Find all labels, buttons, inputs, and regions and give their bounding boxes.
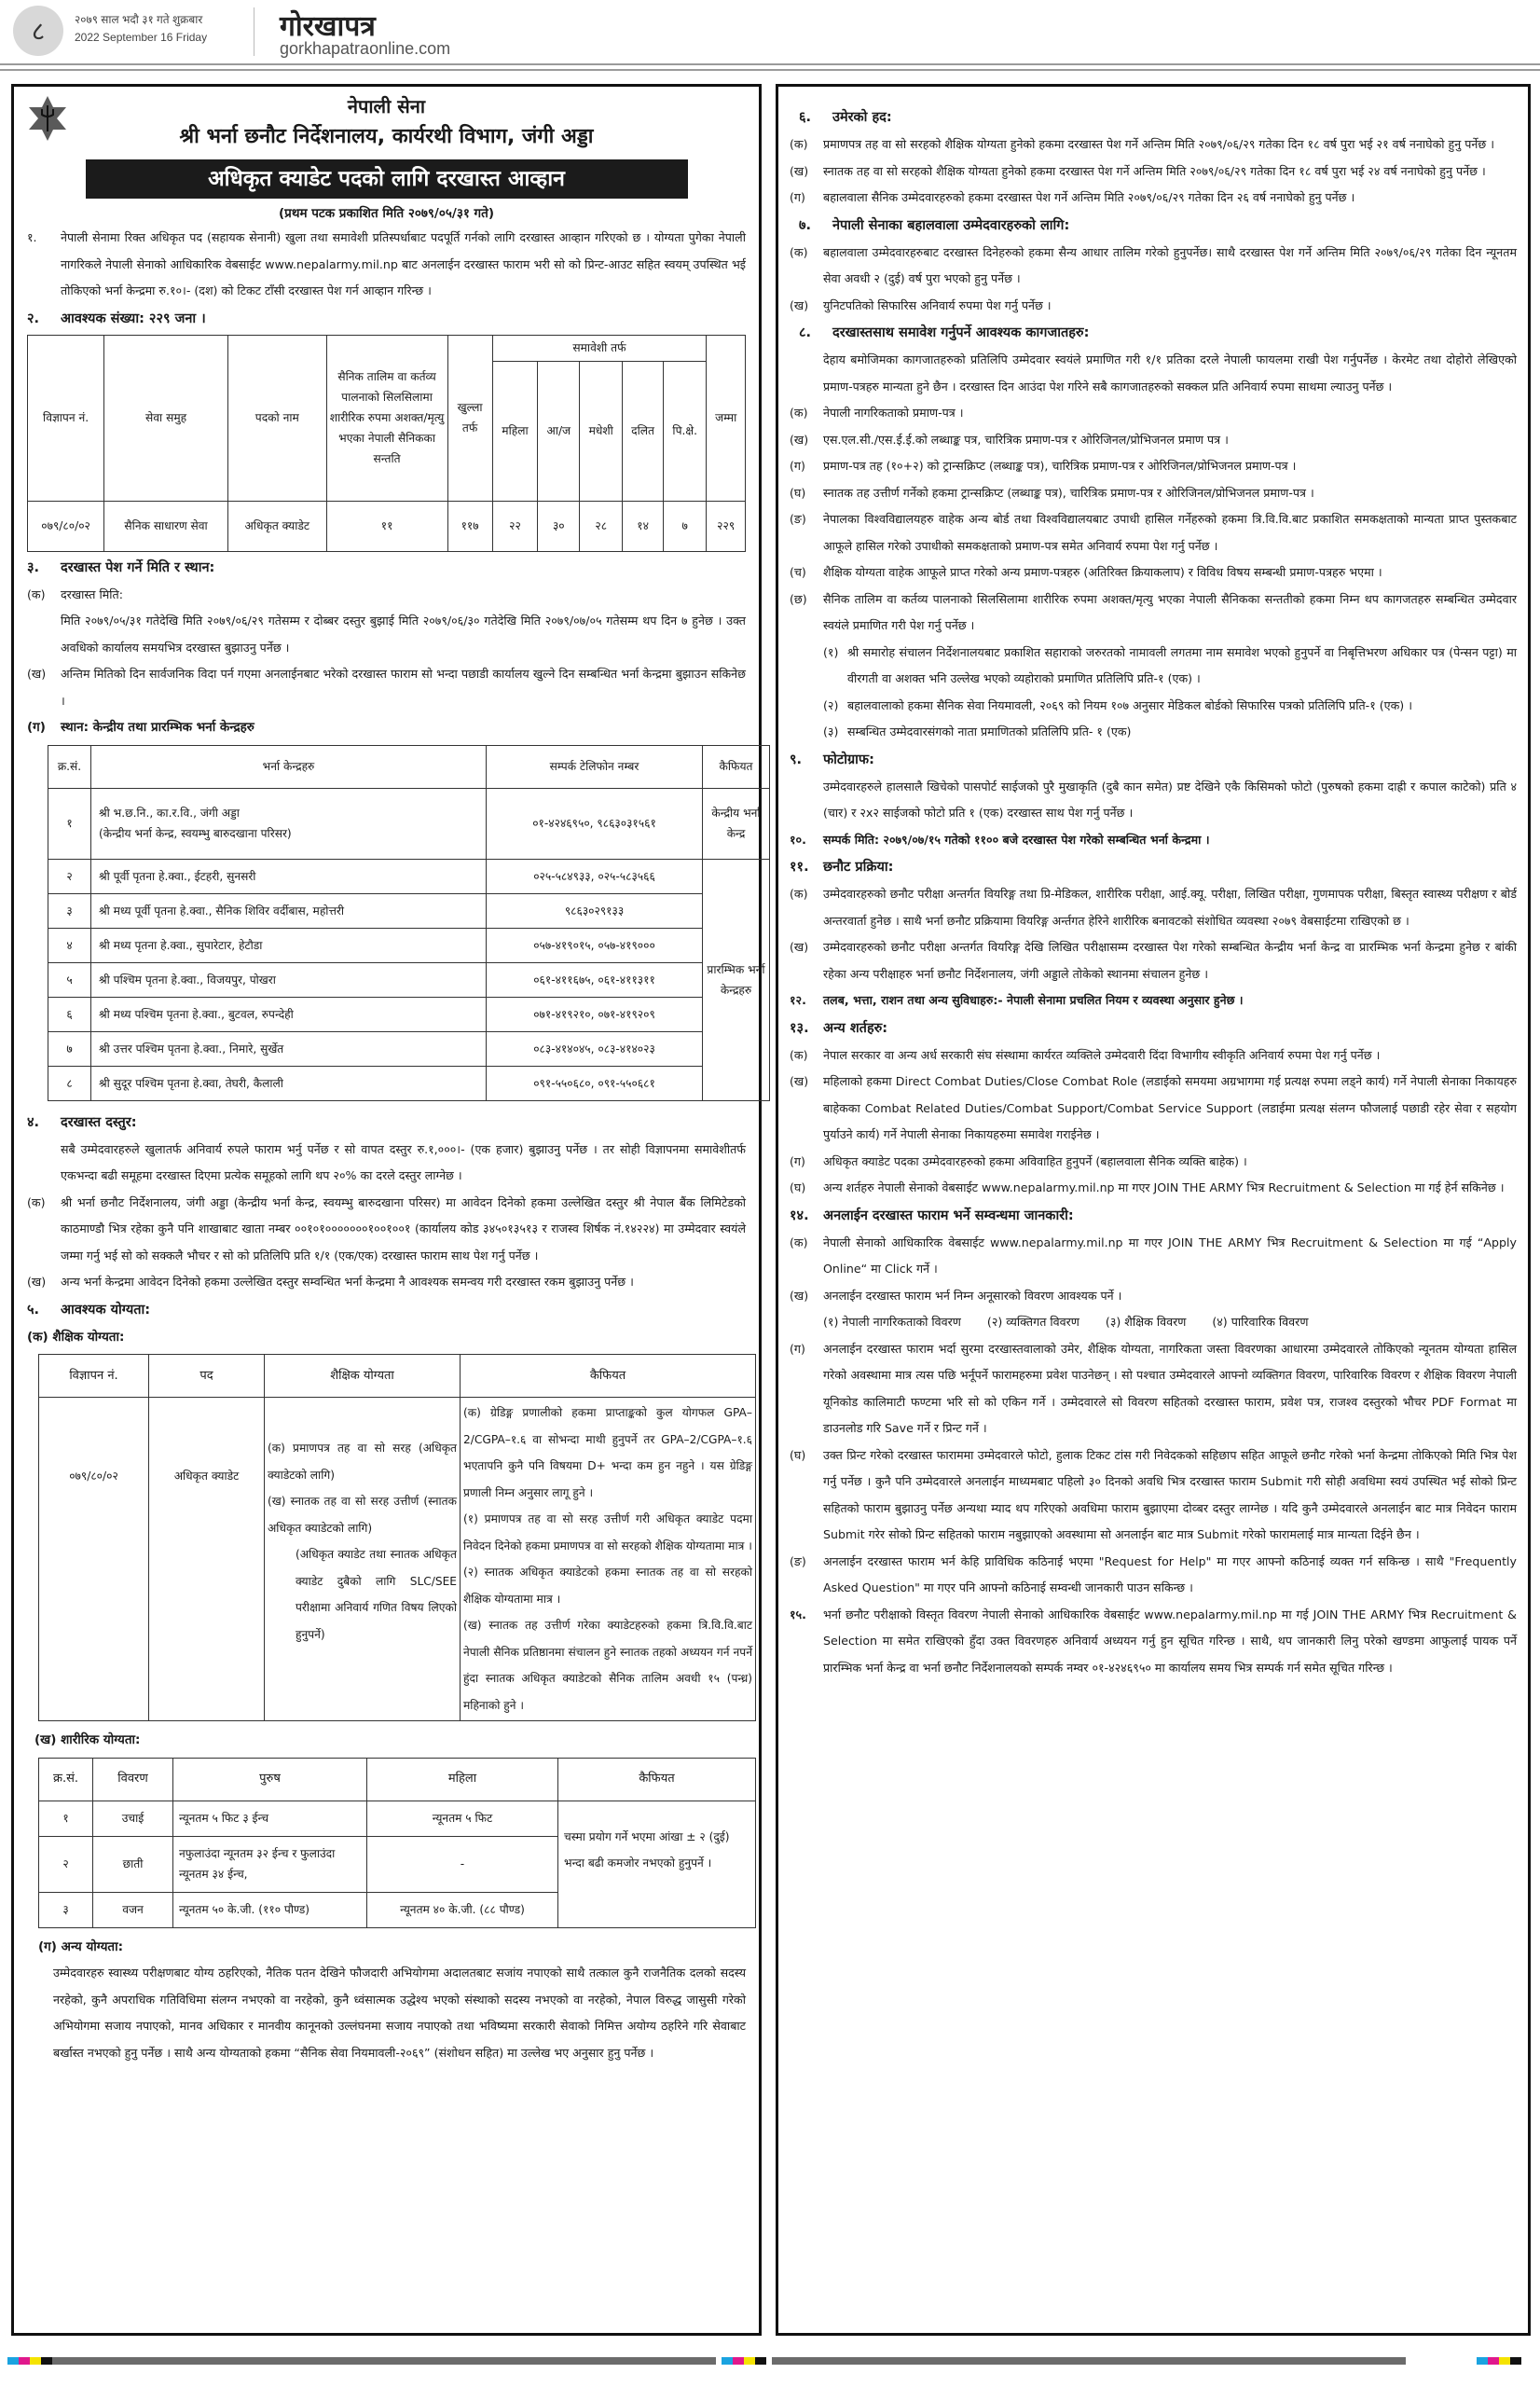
table-row: ४ श्री मध्य पृतना हे.क्वा., सुपारेटार, हेटौडा ०५७-४१९०१५, ०५७-४१९००० — [48, 928, 770, 962]
col-service-group: सेवा समुह — [104, 335, 228, 501]
notice-column-left — [11, 84, 765, 2336]
section-2-heading: २. आवश्यक संख्या: २२९ जना । — [27, 310, 206, 326]
table-row: १ उचाई न्यूनतम ५ फिट ३ ईन्च न्यूनतम ५ फिट चस्मा प्रयोग गर्ने भएमा आंखा ± २ (दुई) भन्दा बढी कमजोर नभएको हुनुपर्ने । — [39, 1801, 756, 1836]
col-center: भर्ना केन्द्रहरु — [91, 745, 487, 788]
list-item: (घ) उक्त प्रिन्ट गरेको दरखास्त फाराममा उम्मेदवारले फोटो, हुलाक टिकट टांस गरी निवेदकको सहिछाप सहित आफूले छनौट गरेको भर्ना केन्द्रमा तोकिएको मिति भित्र पेश गर्नु पर्नेछ । कुनै पनि उम्मेदवारले अनलाईन माध्यमबाट पहिलो ३० दिनको अवधि भित्र दरखास्त फाराम Submit गरी सोही अवधिमा स्वयं उपस्थित भई सोको प्रिन्ट सहितको फाराम बुझाउनु पर्नेछ अन्यथा म्याद थप गरिएको अवधिमा फाराम बुझाएमा दोव्बर दस्तुर लाग्नेछ । यदि कुनै उम्मेदवारले अनलाईन बाट मात्र निवेदन फाराम Submit गरेर सोको प्रिन्ट सहितको फाराम नबुझाएको अवस्थामा सो अनलाईन बाट मात्र Submit गरेको फारामलाई मात्र मान्यता दिईने छैन । — [790, 1447, 1517, 1541]
list-item: (क) नेपाली नागरिकताको प्रमाण-पत्र । — [790, 406, 964, 420]
section-13-heading: १३. अन्य शर्तहरु: — [790, 1020, 888, 1036]
physical-table: क्र.सं. विवरण पुरुष महिला कैफियत १ उचाई न्यूनतम ५ फिट ३ ईन्च न्यूनतम ५ फिट चस्मा प्रयोग गर्ने भएमा आंखा ± २ (दुई) भन्दा बढी कमजोर नभएको हुनुपर्ने । २ छाती नफुलाउंदा न्यूनतम ३२ ईन्च र फुलाउंदा न्यूनतम ३४ ईन्च, - ३ वजन न्यूनतम ५० के.जी. (११० पौण्ड) न्यूनतम ४० के.जी. (८८ पौण्ड) — [38, 1758, 756, 1928]
other-qualification-heading: (ग) अन्य योग्यता: — [38, 1939, 124, 1954]
application-dates: मिति २०७९/०५/३१ गतेदेखि मिति २०७९/०६/२९ गतेसम्म र दोब्बर दस्तुर बुझाई मिति २०७९/०६/३० गतेदेखि मिति २०७९/०७/०५ गतेसम्म थप दिन ७ हुनेछ । उक्त अवधिको कार्यालय समयभित्र दरखास्त बुझाउनु पर्नेछ । — [61, 614, 746, 655]
col-janajati: आ/ज — [538, 361, 580, 501]
newspaper-name: गोरखापत्र — [280, 10, 376, 43]
section-4-kha: (ख) अन्य भर्ना केन्द्रमा आवेदन दिनेको हकमा उल्लेखित दस्तुर सम्वन्धित भर्ना केन्द्रमा नै आवश्यक समन्वय गरी दरखास्त रकम बुझाउनु पर्नेछ । — [27, 1275, 634, 1289]
magenta-swatch — [19, 2357, 30, 2365]
section-4-ka: (क) श्री भर्ना छनौट निर्देशनालय, जंगी अड्डा (केन्द्रीय भर्ना केन्द्र, स्वयम्भु बारुदखाना परिसर) मा आवेदन दिनेको हकमा उल्लेखित दस्तुर श्री नेपाल बैंक लिमिटेडको काठमाण्डौ भित्र रहेका कुनै पनि शाखाबाट खाता नम्बर ००१०१०००००००१००१००१ (कार्यालय कोड ३४५०१३५१३ र राजस्व शिर्षक नं.१४२२४) मा उम्मेदवार स्वयंले जम्मा गर्नु भई सो को सक्कलै भौचर र सो को प्रतिलिपि प्रति १/१ (एक/एक) दरखास्त फाराम साथ पेश गर्नु पर्नेछ । — [27, 1194, 746, 1262]
section-1: १. नेपाली सेनामा रिक्त अधिकृत पद (सहायक सेनानी) खुला तथा समावेशी प्रतिस्पर्धाबाट पदपूर्ति गर्नको लागि दरखास्त आव्हान गरिएको छ । योग्यता पुगेका नेपाली नागरिकले नेपाली सेनाको आधिकारिक वेबसाईट www.nepalarmy.mil.np बाट अनलाईन दरखास्त फाराम भरी सो को प्रिन्ट-आउट सहित स्वयम् उपस्थित भई तोकिएको भर्ना केन्द्रमा रु.१०।- (दश) को टिकट टाँसी दरखास्त पेश गर्न आव्हान गरिन्छ । — [27, 230, 746, 297]
directorate-name: श्री भर्ना छनौट निर्देशनालय, कार्यरथी विभाग, जंगी अड्डा — [179, 125, 594, 148]
list-item: (ख) युनिटपतिको सिफारिस अनिवार्य रुपमा पेश गर्नु पर्नेछ । — [790, 297, 1052, 312]
section-5-heading: ५. आवश्यक योग्यता: — [27, 1302, 151, 1318]
list-item: (ङ) अनलाईन दरखास्त फाराम भर्न केहि प्राविधिक कठिनाई भएमा "Request for Help" मा गएर आफ्नो कठिनाई व्यक्त गर्न सकिन्छ । साथै "Frequently Asked Question" मा गएर पनि आफ्नो कठिनाई सम्वन्धी जानकारी पाउन सकिन्छ । — [790, 1553, 1517, 1594]
education-heading: (क) शैक्षिक योग्यता: — [27, 1329, 125, 1345]
col-remarks: कैफियत — [703, 745, 770, 788]
table-row: ६ श्री मध्य पश्चिम पृतना हे.क्वा., बुटवल, रुपन्देही ०७१-४१९२१०, ०७१-४१९२०९ — [48, 997, 770, 1031]
list-item: (घ) स्नातक तह उत्तीर्ण गर्नेको हकमा ट्रान्सक्रिप्ट (लब्धाङ्क पत्र), चारित्रिक प्रमाण-पत्र र ओरिजिनल/प्रोभिजनल प्रमाण-पत्र । — [790, 485, 1314, 500]
masthead-rule — [0, 63, 1540, 65]
education-table: विज्ञापन नं. पद शैक्षिक योग्यता कैफियत ०७९/८०/०२ अधिकृत क्याडेट (क) प्रमाणपत्र तह वा सो सरह (अधिकृत क्याडेटको लागि) (ख) स्नातक तह वा सो सरह उत्तीर्ण (स्नातक अधिकृत क्याडेटको लागि) (अधिकृत क्याडेट तथा स्नातक अधिकृत क्याडेट दुबैको लागि SLC/SEE परीक्षामा अनिवार्य गणित विषय लिएको हुनुपर्ने) (क) ग्रेडिङ्ग प्रणालीको हकमा प्राप्ताङ्कको कुल योगफल GPA–2/CGPA–१.६ वा सोभन्दा माथी हुनुपर्ने तर GPA–2/CGPA–१.६ भएतापनि कुनै पनि विषयमा D+ भन्दा कम हुन नहुने । यस ग्रेडिङ्ग प्रणाली निम्न अनुसार लागू हुने । (१) प्रमाणपत्र तह वा सो सरह उत्तीर्ण गरी अधिकृत क्याडेट पदमा निवेदन दिनेको हकमा प्रमाणपत्र वा सो सरहको शैक्षिक योग्यतामा मात्र । (२) स्नातक अधिकृत क्याडेटको हकमा स्नातक तह वा सो सरहको शैक्षिक योग्यतामा मात्र । (ख) स्नातक तह उत्तीर्ण गरेका क्याडेटहरुको हकमा त्रि.वि.वि.बाट नेपाली सैनिक प्रतिष्ठानमा संचालन हुने स्नातक तहको अध्ययन गर्न नपर्ने हुंदा स्नातक अधिकृत क्याडेटको सैनिक तालिम अवधी १५ (पन्ध्र) महिनाको हुने । — [38, 1354, 756, 1721]
section-3-kha: (ख) अन्तिम मितिको दिन सार्वजनिक विदा पर्न गएमा अनलाईनबाट भरेको दरखास्त फाराम सो भन्दा पछाडी कार्यालय खुल्ने दिन सम्बन्धित भर्ना केन्द्रमा बुझाउन सकिनेछ । — [27, 667, 746, 708]
table-row: ०७९/८०/०२ सैनिक साधारण सेवा अधिकृत क्याडेट ११ ११७ २२ ३० २८ १४ ७ २२९ — [28, 501, 746, 551]
col-adv-no: विज्ञापन नं. — [28, 335, 104, 501]
list-item: (ख) एस.एल.सी./एस.ई.ई.को लब्धाङ्क पत्र, चारित्रिक प्रमाण-पत्र र ओरिजिनल/प्रोभिजनल प्रमाण पत्र । — [790, 432, 1229, 447]
section-6-heading: ६. उमेरको हद: — [799, 110, 892, 125]
table-row: ०७९/८०/०२ अधिकृत क्याडेट (क) प्रमाणपत्र तह वा सो सरह (अधिकृत क्याडेटको लागि) (ख) स्नातक तह वा सो सरह उत्तीर्ण (स्नातक अधिकृत क्याडेटको लागि) (अधिकृत क्याडेट तथा स्नातक अधिकृत क्याडेट दुबैको लागि SLC/SEE परीक्षामा अनिवार्य गणित विषय लिएको हुनुपर्ने) (क) ग्रेडिङ्ग प्रणालीको हकमा प्राप्ताङ्कको कुल योगफल GPA–2/CGPA–१.६ वा सोभन्दा माथी हुनुपर्ने तर GPA–2/CGPA–१.६ भएतापनि कुनै पनि विषयमा D+ भन्दा कम हुन नहुने । यस ग्रेडिङ्ग प्रणाली निम्न अनुसार लागू हुने । (१) प्रमाणपत्र तह वा सो सरह उत्तीर्ण गरी अधिकृत क्याडेट पदमा निवेदन दिनेको हकमा प्रमाणपत्र वा सो सरहको शैक्षिक योग्यतामा मात्र । (२) स्नातक अधिकृत क्याडेटको हकमा स्नातक तह वा सो सरहको शैक्षिक योग्यतामा मात्र । (ख) स्नातक तह उत्तीर्ण गरेका क्याडेटहरुको हकमा त्रि.वि.वि.बाट नेपाली सैनिक प्रतिष्ठानमा संचालन हुने स्नातक तहको अध्ययन गर्न नपर्ने हुंदा स्नातक अधिकृत क्याडेटको सैनिक तालिम अवधी १५ (पन्ध्र) महिनाको हुने । — [39, 1398, 756, 1721]
col-dalit: दलित — [623, 361, 664, 501]
section-3-ga: (ग) स्थान: केन्द्रीय तथा प्रारम्भिक भर्ना केन्द्रहरु — [27, 720, 254, 735]
section-7-heading: ७. नेपाली सेनाका बहालवाला उम्मेदवारहरुको लागि: — [799, 217, 1070, 233]
nepal-army-emblem-icon — [29, 96, 66, 141]
list-item: (क) नेपाली सेनाको आधिकारिक वेबसाईट www.nepalarmy.mil.np मा गएर JOIN THE ARMY भित्र Recruitment & Selection मा गई “Apply Online“ मा Click गर्ने । — [790, 1235, 1517, 1276]
org-name: नेपाली सेना — [347, 95, 426, 117]
col-total: जम्मा — [707, 335, 746, 501]
documents-intro: देहाय बमोजिमका कागजातहरुको प्रतिलिपि उम्मेदवार स्वयंले प्रमाणित गरी १/१ प्रतिका दरले नेपाली फायलमा राखी पेश गर्नुपर्नेछ । केरमेट तथा दोहोरो लेखिएको प्रमाण-पत्रहरु मान्यता हुने छैन । दरखास्त दिन आउंदा पेश गरिने सबै कागजातहरुको सक्कल प्रति अनिवार्य रुपमा साथमा ल्याउनु पर्नेछ । — [823, 352, 1517, 393]
date-nepali: २०७९ साल भदौ ३१ गते शुक्रबार — [75, 13, 203, 26]
notice-title-banner: अधिकृत क्याडेट पदको लागि दरखास्त आव्हान — [86, 159, 688, 199]
newspaper-url[interactable]: gorkhapatraonline.com — [280, 39, 451, 58]
other-qualification-text: उम्मेदवारहरु स्वास्थ्य परीक्षणबाट योग्य ठहरिएको, नैतिक पतन देखिने फौजदारी अभियोगमा अदालतबाट सजांय नपाएको साथै तत्काल कुनै राजनैतिक दलको सदस्य नरहेको, कुनै अपराधिक गतिविधिमा संलग्न नभएको वा नरहेको, कुनै ध्वंसात्मक उद्धेश्य भएको संस्थाको सदस्य नभएको वा नरहेको, नेपाल विरुद्ध जासुसी गरेको अभियोगमा सजाय नपाएको, मानव अधिकार र मानवीय कानूनको उल्लंघनमा सजाय नपाएको तथा भविष्यमा सरकारी सेवाको निमित्त अयोग्य ठहरिने गरि सेवाबाट बर्खास्त नभएको हुनु पर्नेछ । साथै अन्य योग्यताको हकमा “सैनिक सेवा नियमावली-२०६९” (संशोधन सहित) मा उल्लेख भए अनुसार हुनु पर्नेछ । — [53, 1966, 747, 2060]
section-3-ka: (क) दरखास्त मिति: — [27, 586, 123, 601]
section-10: १०. सम्पर्क मिति: २०७९/०७/१५ गतेको ११०० बजे दरखास्त पेश गरेको सम्बन्धित भर्ना केन्द्रमा । — [790, 832, 1210, 847]
yellow-swatch — [30, 2357, 41, 2365]
table-row: ५ श्री पश्चिम पृतना हे.क्वा., विजयपुर, पोखरा ०६१-४११६७५, ०६१-४११३११ — [48, 962, 770, 997]
col-post-name: पदको नाम — [227, 335, 326, 501]
section-8-heading: ८. दरखास्तसाथ समावेश गर्नुपर्ने आवश्यक कागजातहरु: — [799, 325, 1090, 340]
table-row: २ श्री पूर्वी पृतना हे.क्वा., ईटहरी, सुनसरी ०२५-५८४९३३, ०२५-५८३५६६ प्रारम्भिक भर्ना केन्द्रहरु — [48, 859, 770, 893]
list-item: (घ) अन्य शर्तहरु नेपाली सेनाको वेबसाईट www.nepalarmy.mil.np मा गएर JOIN THE ARMY भित्र Recruitment & Selection मा गई हेर्न सकिनेछ । — [790, 1180, 1505, 1194]
section-15: १५. भर्ना छनौट परीक्षाको विस्तृत विवरण नेपाली सेनाको आधिकारिक वेबसाईट www.nepalarmy.mil.np मा गई JOIN THE ARMY भित्र Recruitment & Selection मा समेत राखिएको हुँदा उक्त विवरणहरु अनिवार्य अध्ययन गर्नु हुन सूचित गरिन्छ । साथै, थप जानकारी लिनु परेको खण्डमा आफुलाई पायक पर्ने प्रारम्भिक भर्ना केन्द्र वा भर्ना छनौट निर्देशनालयको सम्पर्क नम्वर ०१-४२४६९५० मा कार्यालय समय भित्र सम्पर्क गर्न समेत सूचित गरिन्छ । — [790, 1607, 1518, 1675]
table-row: ३ वजन न्यूनतम ५० के.जी. (११० पौण्ड) न्यूनतम ४० के.जी. (८८ पौण्ड) — [39, 1892, 756, 1927]
list-item: (ग) प्रमाण-पत्र तह (१०+२) को ट्रान्सक्रिप्ट (लब्धाङ्क पत्र), चारित्रिक प्रमाण-पत्र र ओरिजिनल/प्रोभिजनल प्रमाण-पत्र । — [790, 459, 1297, 473]
masthead-rule — [0, 69, 1540, 71]
publication-date — [75, 11, 207, 47]
list-item: (छ) सैनिक तालिम वा कर्तव्य पालनाको सिलसिलामा शारीरिक रुपमा अशक्त/मृत्यु भएका नेपाली सैनिकका सन्ततीको हकमा निम्न थप कागजतहरु सम्बन्धित उम्मेदवार स्वयंले प्रमाणित गरी पेश गर्नु पर्नेछ । — [790, 591, 1517, 632]
col-backward-region: पि.क्षे. — [664, 361, 707, 501]
form-details-list: (१) नेपाली नागरिकताको विवरण (२) व्यक्तिगत विवरण (३) शैक्षिक विवरण (४) पारिवारिक विवरण — [823, 1315, 1309, 1329]
list-item: (ख) महिलाको हकमा Direct Combat Duties/Close Combat Role (लडाईको समयमा अग्रभागमा गई प्रत्यक्ष रुपमा लड्ने कार्य) गर्ने नेपाली सेनाका निकायहरु बाहेकका Combat Related Duties/Combat Support/Combat Service Support (लडाईमा प्रत्यक्ष संलग्न फौजलाई पछाडी रहेर सेवा र सहयोग पुर्याउने कार्य) गर्ने नेपाली सेनाका निकायहरुमा समावेश गराईनेछ । — [790, 1074, 1517, 1141]
section-11-heading: ११. छनौट प्रक्रिया: — [790, 860, 894, 875]
section-12: १२. तलब, भत्ता, राशन तथा अन्य सुविधाहरु:- नेपाली सेनामा प्रचलित नियम र व्यवस्था अनुसार हुनेछ । — [790, 993, 1244, 1007]
table-row: १ श्री भ.छ.नि., का.र.वि., जंगी अड्डा (केन्द्रीय भर्ना केन्द्र, स्वयम्भु बारुदखाना परिसर) ०१-४२४६९५०, ९८६३०३१५६१ केन्द्रीय भर्ना केन्द्र — [48, 788, 770, 859]
table-row: २ छाती नफुलाउंदा न्यूनतम ३२ ईन्च र फुलाउंदा न्यूनतम ३४ ईन्च, - — [39, 1836, 756, 1892]
page-number-badge: ८ — [13, 6, 63, 56]
notice-column-right — [776, 84, 1531, 2336]
cyan-swatch — [7, 2357, 19, 2365]
table-row: ८ श्री सुदूर पश्चिम पृतना हे.क्वा, तेघरी, कैलाली ०९१-५५०६८०, ०९१-५५०६८१ — [48, 1066, 770, 1100]
col-inclusive: समावेशी तर्फ — [492, 335, 707, 361]
col-women: महिला — [492, 361, 538, 501]
sub-list-item: (१) श्री समारोह संचालन निर्देशनालयबाट प्रकाशित सहाराको जरुरतको नामावली लगतमा नाम समावेश भएको हुनुपर्ने वा निबृत्तिभरण अधिकार पत्र (पेन्सन पट्टा) मा वीरगती वा अशक्त भनि उल्लेख भएको व्यहोराको प्रमाणित प्रतिलिपि प्रति-१ (एक) । — [823, 644, 1517, 685]
physical-heading: (ख) शारीरिक योग्यता: — [34, 1732, 141, 1747]
photograph-text: उम्मेदवारहरुले हालसालै खिचेको पासपोर्ट साईजको पुरै मुखाकृति (दुबै कान समेत) प्रष्ट देखिने एकै किसिमको फोटो (पुरुषको हकमा दाह्री र कपाल काटेको) प्रति ४ (चार) र २x२ साईजको फोटो प्रति १ (एक) दरखास्त साथ पेश गर्नु पर्नेछ । — [823, 779, 1517, 820]
sub-list-item: (३) सम्बन्धित उम्मेदवारसंगको नाता प्रमाणितको प्रतिलिपि प्रति- १ (एक) — [823, 724, 1132, 738]
list-item: (क) नेपाल सरकार वा अन्य अर्ध सरकारी संघ संस्थामा कार्यरत व्यक्तिले उम्मेदवारी दिंदा विभागीय स्वीकृति अनिवार्य रुपमा पेश गर्नु पर्नेछ । — [790, 1047, 1381, 1062]
recruitment-centers-table — [48, 745, 770, 1101]
list-item: (ख) उम्मेदवारहरुको छनौट परीक्षा अन्तर्गत वियरिङ्ग देखि लिखित परीक्षासम्म दरखास्त पेश गरेको सम्बन्धित केन्द्रीय भर्ना केन्द्र वा प्रारम्भिक भर्ना केन्द्रमा हुनेछ र बांकी रहेका अन्य परीक्षाहरु भर्ना छनौट निर्देशनालय, जंगी अड्डाले तोकेको स्थानमा संचालन हुनेछ । — [790, 940, 1517, 981]
print-registration-bar — [7, 2357, 766, 2365]
list-item: (ख) स्नातक तह वा सो सरहको शैक्षिक योग्यता हुनेको हकमा दरखास्त पेश गर्ने अन्तिम मिति २०७९/०६/२९ गतेका दिन १८ वर्ष पुरा भई २४ वर्ष ननाघेको हुनु पर्नेछ । — [790, 163, 1486, 178]
sub-list-item: (२) बहालवालाको हकमा सैनिक सेवा नियमावली, २०६९ को नियम १०७ अनुसार मेडिकल बोर्डको सिफारिस पत्रको प्रतिलिपि प्रति-१ (एक) । — [823, 697, 1412, 712]
col-madhesi: मधेशी — [580, 361, 623, 501]
list-item: (ख) अनलाईन दरखास्त फाराम भर्न निम्न अनूसारको विवरण आवश्यक पर्ने । — [790, 1288, 1122, 1303]
vacancy-table — [27, 335, 746, 552]
black-swatch — [41, 2357, 52, 2365]
masthead — [0, 0, 1540, 75]
section-4-heading: ४. दरखास्त दस्तुर: — [27, 1114, 137, 1130]
section-9-heading: ९. फोटोग्राफ: — [790, 752, 874, 767]
list-item: (क) प्रमाणपत्र तह वा सो सरहको शैक्षिक योग्यता हुनेको हकमा दरखास्त पेश गर्ने अन्तिम मिति २०७९/०६/२९ गतेका दिन १८ वर्ष पुरा भई २१ वर्ष ननाघेको हुनु पर्नेछ । — [790, 137, 1494, 151]
list-item: (ग) अनलाईन दरखास्त फाराम भर्दा सुरमा दरखास्तवालाको उमेर, शैक्षिक योग्यता, नागरिकता जस्ता विवरणका आधारमा उम्मेदवारले तोकिएको न्यूनतम योग्यता हासिल गरेको अवस्थामा मात्र त्यस पछि भर्नूपर्ने फारामहरुमा प्रवेश पाउनेछन् । सो पश्चात उम्मेदवारले आफ्नो व्यक्तिगत विवरण, पारिवारिक विवरण र शैक्षिक विवरण नेपाली यूनिकोड कालिमाटी फण्टमा भरि सो को एकिन गर्ने । उम्मेदवारले सो विवरण सहितको दरखास्त फाराम, प्रवेश पत्र, राजश्व दस्तुरको भौचर PDF Format मा डाउनलोड गरि Save गर्ने र प्रिन्ट गर्ने । — [790, 1341, 1517, 1435]
date-english: 2022 September 16 Friday — [75, 31, 208, 44]
col-open: खुल्ला तर्फ — [447, 335, 492, 501]
list-item: (क) उम्मेदवारहरुको छनौट परीक्षा अन्तर्गत वियरिङ्ग तथा प्रि-मेडिकल, शारीरिक परीक्षा, आई.क्यू. परीक्षा, लिखित परीक्षा, गुणमापक परीक्षा, बिस्तृत स्वास्थ्य परीक्षण र बोर्ड अन्तरवार्ता हुनेछ । साथै भर्ना छनौट प्रक्रियामा वियरिङ्ग अर्न्तगत हेरिने शारीरिक बनावटको संशोधित व्यवस्था २०७९ वेबसाईटमा राखिएको छ । — [790, 887, 1517, 928]
col-sn: क्र.सं. — [48, 745, 91, 788]
list-item: (ग) अधिकृत क्याडेट पदका उम्मेदवारहरुको हकमा अविवाहित हुनुपर्ने (बहालवाला सैनिक व्यक्ति बाहेक) । — [790, 1153, 1247, 1168]
print-registration-bar — [772, 2357, 1533, 2365]
list-item: (च) शैक्षिक योग्यता वाहेक आफूले प्राप्त गरेको अन्य प्रमाण-पत्रहरु (अतिरिक्त क्रियाकलाप) र विविध विषय सम्बन्धी प्रमाण-पत्रहरु भएमा । — [790, 565, 1382, 579]
list-item: (क) बहालवाला उम्मेदवारहरुबाट दरखास्त दिनेहरुको हकमा सैन्य आधार तालिम गरेको हुनुपर्नेछ। साथै दरखास्त पेश गर्ने अन्तिम मिति २०७९/०६/२९ गतेका दिन न्यूनतम सेवा अवधी २ (दुई) वर्ष पुरा भएको हुनु पर्नेछ । — [790, 244, 1517, 285]
fee-intro: सबै उम्मेदवारहरुले खुलातर्फ अनिवार्य रुपले फाराम भर्नु पर्नेछ र सो वापत दस्तुर रु.१,०००।- (एक हजार) बुझाउनु पर्नेछ । तर सोही विज्ञापनमा समावेशीतर्फ एकभन्दा बढी समूहमा दरखास्त दिएमा प्रत्येक समूहको लागि थप २०% का दरले दस्तुर लाग्नेछ । — [61, 1141, 746, 1182]
first-published-date: (प्रथम पटक प्रकाशित मिति २०७९/०५/३१ गते) — [278, 206, 495, 221]
table-row: ३ श्री मध्य पूर्वी पृतना हे.क्वा., सैनिक शिविर वर्दीबास, महोत्तरी ९८६३०२९१३३ — [48, 893, 770, 928]
col-martyr-descendants: सैनिक तालिम वा कर्तव्य पालनाको सिलसिलामा शारीरिक रुपमा अशक्त/मृत्यु भएका नेपाली सैनिकका सन्तति — [326, 335, 447, 501]
section-14-heading: १४. अनलाईन दरखास्त फाराम भर्ने सम्वन्धमा जानकारी: — [790, 1207, 1074, 1223]
section-3-heading: ३. दरखास्त पेश गर्ने मिति र स्थान: — [27, 559, 215, 575]
col-phone: सम्पर्क टेलिफोन नम्बर — [487, 745, 703, 788]
list-item: (ग) बहालवाला सैनिक उम्मेदवारहरुको हकमा दरखास्त पेश गर्ने अन्तिम मिति २०७९/०६/२९ गतेका दिन २६ वर्ष ननाघेको हुनु पर्नेछ । — [790, 190, 1355, 204]
table-row: ७ श्री उत्तर पश्चिम पृतना हे.क्वा., निमारे, सुर्खेत ०८३-४१४०४५, ०८३-४१४०२३ — [48, 1031, 770, 1066]
list-item: (ङ) नेपालका विश्वविद्यालयहरु वाहेक अन्य बोर्ड तथा विश्वविद्यालयबाट उपाधी हासिल गर्नेहरुको हकमा त्रि.वि.वि.बाट प्रकाशित समकक्षताको मान्यता प्राप्त पुस्तकबाट आफूले हासिल गरेको उपाधीको समकक्षताको प्रमाण-पत्र समेत अनिवार्य रुपमा पेश गर्नु पर्नेछ । — [790, 512, 1517, 553]
